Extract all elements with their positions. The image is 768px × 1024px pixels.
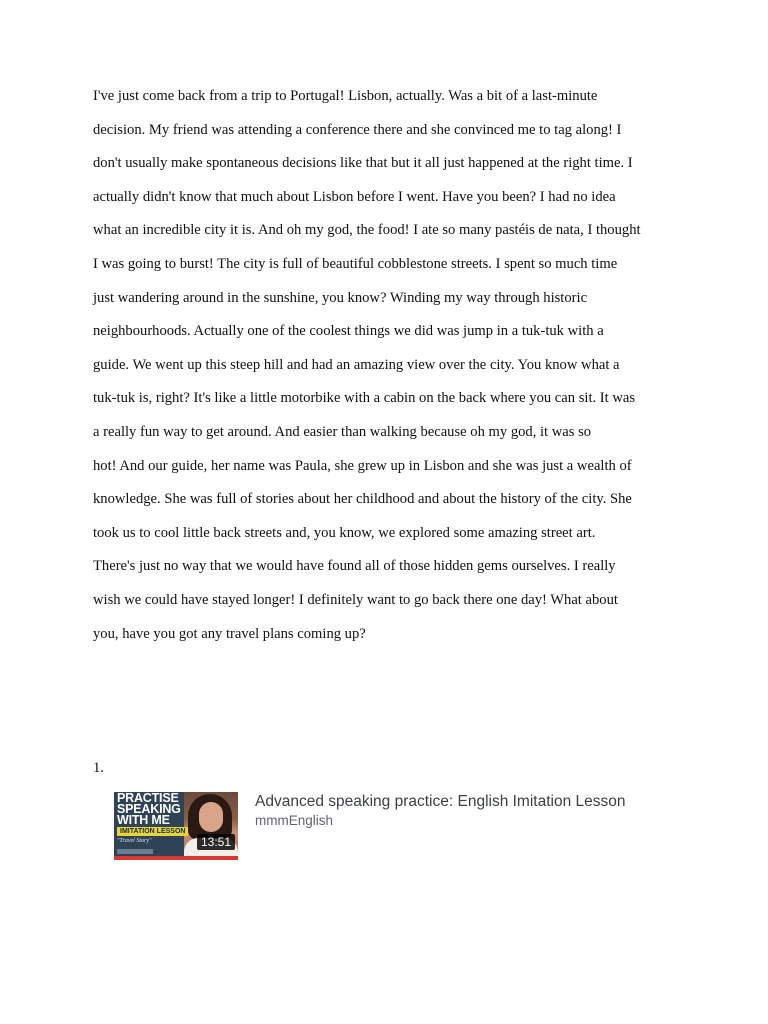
thumbnail-title-line: SPEAKING [117,802,181,816]
paragraph-line: I was going to burst! The city is full of beautiful cobblestone streets. I spent so much time [93,255,618,272]
paragraph-line: you, have you got any travel plans coming up? [93,625,366,642]
paragraph-line: don't usually make spontaneous decisions like that but it all just happened at the right time. I [93,155,633,172]
paragraph-line: neighbourhoods. Actually one of the coolest things we did was jump in a tuk-tuk with a [93,323,604,340]
paragraph-line: There's just no way that we would have found all of those hidden gems ourselves. I really [93,558,616,575]
thumbnail-title-line: WITH ME [117,813,170,827]
thumbnail-subtitle: "Travel Story" [117,838,152,844]
body-paragraph [93,84,693,655]
video-thumbnail[interactable] [114,792,238,860]
list-number: 1. [93,760,104,776]
thumbnail-tag: IMITATION LESSON [117,827,188,836]
paragraph-line: what an incredible city it is. And oh my god, the food! I ate so many pastéis de nata, I thought [93,222,641,239]
channel-logo [117,849,153,854]
paragraph-line: decision. My friend was attending a conference there and she convinced me to tag along! I [93,121,622,138]
video-channel-name: mmmEnglish [255,813,334,828]
paragraph-line: actually didn't know that much about Lisbon before I went. Have you been? I had no idea [93,188,616,205]
paragraph-line: hot! And our guide, her name was Paula, she grew up in Lisbon and she was just a wealth of [93,457,632,474]
video-title-link[interactable]: Advanced speaking practice: English Imitation Lesson [255,793,626,810]
video-duration-badge: 13:51 [197,834,235,850]
thumbnail-title [117,793,181,826]
paragraph-line: took us to cool little back streets and, you know, we explored some amazing street art. [93,524,596,541]
thumbnail-stripe [114,856,238,860]
thumbnail-title-line: PRACTISE [117,792,179,805]
paragraph-line: just wandering around in the sunshine, you know? Winding my way through historic [93,289,588,306]
paragraph-line: knowledge. She was full of stories about her childhood and about the history of the city. She [93,491,632,508]
video-link-card[interactable] [114,792,694,862]
paragraph-line: a really fun way to get around. And easier than walking because oh my god, it was so [93,423,592,440]
paragraph-line: wish we could have stayed longer! I definitely want to go back there one day! What about [93,591,618,608]
paragraph-line: I've just come back from a trip to Portugal! Lisbon, actually. Was a bit of a last-minute [93,88,598,104]
paragraph-line: guide. We went up this steep hill and had an amazing view over the city. You know what a [93,356,620,373]
paragraph-line: tuk-tuk is, right? It's like a little motorbike with a cabin on the back where you can sit. It was [93,390,636,407]
